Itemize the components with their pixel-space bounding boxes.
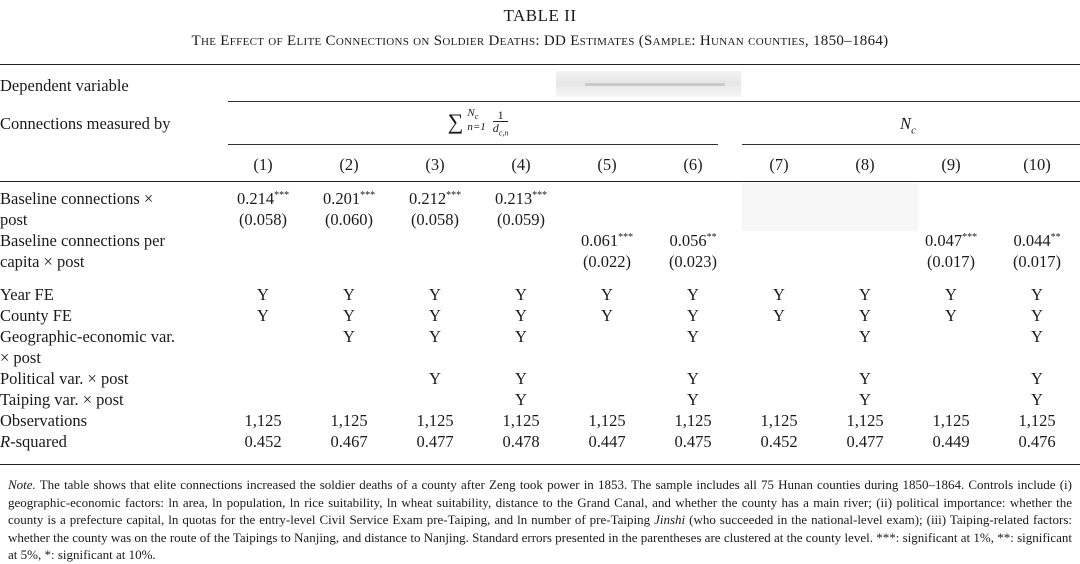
rsquared-cell: 0.467 [330, 432, 368, 451]
table-caption: The Effect of Elite Connections on Soldier Deaths: DD Estimates (Sample: Hunan counties, 1850–1864) [191, 33, 889, 49]
indicator-cell: Y [429, 285, 441, 304]
indicator-cell: Y [1031, 327, 1043, 346]
sum-upper: N [467, 107, 475, 119]
indicator-cell [564, 368, 650, 389]
observations-cell: 1,125 [674, 411, 712, 430]
observations-cell: 1,125 [244, 411, 282, 430]
indicator-cell: Y [257, 285, 269, 304]
indicator-cell: Y [429, 327, 441, 346]
note-text-part2: (who succeeded in the national-level exam); (iii) Taiping-related factors: whether the county was on the route of the Taipings to Nanjing, and distance to Nanjing. Standard errors presented in the parentheses are clustered at the county level. ***: significant at 1%, **: significant at 5%, *: significant at 10%. [8, 512, 1073, 563]
indicator-cell: Y [1031, 306, 1043, 325]
indicator-cell [306, 389, 392, 410]
indicator-cell: Y [257, 306, 269, 325]
indicator-cell: Y [945, 306, 957, 325]
column-number-row [0, 142, 1080, 182]
coef-cell [220, 230, 306, 251]
col-number: (3) [425, 155, 445, 174]
group2-symbol: N [900, 114, 912, 133]
se-cell [392, 251, 478, 272]
connections-row [0, 102, 1080, 142]
sum-upper-sub: c [474, 112, 479, 122]
se-cell [478, 251, 564, 272]
observations-row [0, 410, 1080, 431]
year-fe-row [0, 284, 1080, 305]
indicator-cell [736, 326, 822, 347]
rsquared-cell: 0.447 [588, 432, 626, 451]
coef-cell [392, 230, 478, 251]
geo-row [0, 326, 1080, 347]
indicator-cell: Y [945, 285, 957, 304]
rsquared-cell: 0.478 [502, 432, 540, 451]
col-number: (10) [1023, 155, 1051, 174]
geo-row-cont [0, 347, 1080, 368]
indicator-cell: Y [773, 306, 785, 325]
fraction [493, 109, 509, 139]
indicator-cell: Y [515, 327, 527, 346]
fraction-denominator-sub: c,n [498, 128, 509, 138]
coef-cell [994, 188, 1080, 209]
coef-cell: 0.056** [669, 231, 717, 250]
se-cell [736, 251, 822, 272]
coef-cell: 0.061*** [580, 231, 634, 250]
rsquared-cell: 0.477 [846, 432, 884, 451]
coef-cell [822, 230, 908, 251]
coef-cell: 0.201*** [322, 189, 376, 208]
indicator-cell: Y [429, 369, 441, 388]
indicator-cell [736, 368, 822, 389]
indicator-cell [908, 368, 994, 389]
indicator-cell: Y [687, 327, 699, 346]
indicator-cell: Y [515, 369, 527, 388]
note-text-italic: Jinshi [654, 512, 686, 528]
indicator-cell: Y [859, 369, 871, 388]
dependent-variable-label: Dependent variable [0, 76, 129, 95]
indicator-cell: Y [515, 285, 527, 304]
col-number: (5) [597, 155, 617, 174]
indicator-cell: Y [343, 285, 355, 304]
coef-cell: 0.212*** [408, 189, 462, 208]
rsquared-cell: 0.475 [674, 432, 712, 451]
rsquared-label: R-squared [0, 432, 67, 451]
coef-cell: 0.044** [1013, 231, 1061, 250]
observations-cell: 1,125 [846, 411, 884, 430]
observations-cell: 1,125 [1018, 411, 1056, 430]
se-cell: (0.058) [410, 210, 460, 229]
dependent-variable-row [0, 70, 1080, 102]
col-number: (2) [339, 155, 359, 174]
percapita-label: Baseline connections per [0, 231, 165, 250]
se-cell [908, 209, 994, 230]
indicator-cell [908, 326, 994, 347]
taiping-label: Taiping var. × post [0, 390, 124, 409]
se-cell: (0.058) [238, 210, 288, 229]
coef-cell [564, 188, 650, 209]
indicator-cell: Y [515, 306, 527, 325]
observations-cell: 1,125 [588, 411, 626, 430]
connections-label: Connections measured by [0, 114, 171, 133]
note-label: Note. [8, 477, 36, 492]
baseline-coef-row [0, 188, 1080, 209]
coef-cell: 0.047*** [924, 231, 978, 250]
table-note [8, 476, 1072, 564]
taiping-row [0, 389, 1080, 410]
group2-sub: c [911, 124, 916, 137]
observations-cell: 1,125 [330, 411, 368, 430]
sum-expression [448, 108, 509, 140]
group1-header [220, 102, 736, 142]
top-rule [0, 64, 1080, 65]
indicator-cell [392, 389, 478, 410]
bottom-rule [0, 464, 1080, 465]
coef-cell [478, 230, 564, 251]
coef-cell [736, 188, 822, 209]
regression-table [0, 70, 1080, 452]
col-number: (6) [683, 155, 703, 174]
indicator-cell: Y [687, 390, 699, 409]
indicator-cell: Y [601, 306, 613, 325]
se-cell: (0.017) [1012, 252, 1062, 271]
coef-cell [650, 188, 736, 209]
col-number: (4) [511, 155, 531, 174]
percapita-coef-row [0, 230, 1080, 251]
indicator-cell [736, 389, 822, 410]
observations-cell: 1,125 [932, 411, 970, 430]
se-cell: (0.022) [582, 252, 632, 271]
observations-cell: 1,125 [416, 411, 454, 430]
rsquared-cell: 0.449 [932, 432, 970, 451]
col-number: (1) [253, 155, 273, 174]
year-fe-label: Year FE [0, 285, 54, 304]
rsquared-row [0, 431, 1080, 452]
coef-cell [908, 188, 994, 209]
percapita-label-cont: capita × post [0, 252, 85, 271]
se-cell [822, 209, 908, 230]
rsquared-cell: 0.452 [760, 432, 798, 451]
se-cell [564, 209, 650, 230]
baseline-label-cont: post [0, 210, 28, 229]
indicator-cell: Y [687, 285, 699, 304]
se-cell [306, 251, 392, 272]
baseline-label: Baseline connections × [0, 189, 154, 208]
county-fe-row [0, 305, 1080, 326]
coef-cell [306, 230, 392, 251]
indicator-cell [908, 389, 994, 410]
indicator-cell: Y [515, 390, 527, 409]
percapita-se-row [0, 251, 1080, 272]
se-cell [822, 251, 908, 272]
rsquared-cell: 0.477 [416, 432, 454, 451]
indicator-cell: Y [1031, 369, 1043, 388]
indicator-cell [220, 368, 306, 389]
geo-label: Geographic-economic var. [0, 327, 176, 346]
table-number: TABLE II [503, 6, 577, 25]
observations-cell: 1,125 [760, 411, 798, 430]
se-cell [736, 209, 822, 230]
indicator-cell: Y [859, 285, 871, 304]
indicator-cell [564, 326, 650, 347]
political-label: Political var. × post [0, 369, 129, 388]
coef-cell: 0.213*** [494, 189, 548, 208]
col-number: (8) [855, 155, 875, 174]
indicator-cell [220, 389, 306, 410]
se-cell [220, 251, 306, 272]
baseline-se-row [0, 209, 1080, 230]
political-row [0, 368, 1080, 389]
indicator-cell: Y [687, 369, 699, 388]
indicator-cell: Y [1031, 390, 1043, 409]
note-text-part1: The table shows that elite connections increased the soldier deaths of a county after Zeng took power in 1853. The sample includes all 75 Hunan counties during 1850–1864. Controls include (i) geographic-economic factors: ln area, ln population, ln rice suitability, ln wheat suitability, distance to the Grand Canal, and whether the county has a main river; (ii) political importance: whether the county is a prefecture capital, ln quotas for the entry-level Civil Service Exam pre-Taiping, and ln number of pre-Taiping [8, 477, 1072, 528]
indicator-cell [220, 326, 306, 347]
se-cell [650, 209, 736, 230]
sum-symbol: ∑ [447, 109, 464, 135]
rsquared-cell: 0.476 [1018, 432, 1056, 451]
coef-cell: 0.214*** [236, 189, 290, 208]
group2-header [736, 102, 1080, 142]
indicator-cell [306, 368, 392, 389]
observations-label: Observations [0, 411, 88, 430]
indicator-cell: Y [859, 327, 871, 346]
geo-label-cont: × post [0, 348, 41, 367]
se-cell: (0.059) [496, 210, 546, 229]
indicator-cell: Y [859, 390, 871, 409]
indicator-cell: Y [1031, 285, 1043, 304]
fraction-numerator: 1 [493, 109, 509, 122]
indicator-cell: Y [687, 306, 699, 325]
indicator-cell: Y [859, 306, 871, 325]
coef-cell [822, 188, 908, 209]
sum-limits [467, 108, 485, 133]
se-cell: (0.023) [668, 252, 718, 271]
se-cell: (0.060) [324, 210, 374, 229]
col-number: (9) [941, 155, 961, 174]
indicator-cell [564, 389, 650, 410]
fraction-denominator: d [492, 121, 499, 136]
sum-lower: n=1 [467, 121, 486, 134]
se-cell [994, 209, 1080, 230]
se-cell: (0.017) [926, 252, 976, 271]
col-number: (7) [769, 155, 789, 174]
indicator-cell: Y [773, 285, 785, 304]
rsquared-cell: 0.452 [244, 432, 282, 451]
observations-cell: 1,125 [502, 411, 540, 430]
coef-cell [736, 230, 822, 251]
indicator-cell: Y [601, 285, 613, 304]
indicator-cell: Y [343, 327, 355, 346]
indicator-cell: Y [343, 306, 355, 325]
county-fe-label: County FE [0, 306, 72, 325]
indicator-cell: Y [429, 306, 441, 325]
